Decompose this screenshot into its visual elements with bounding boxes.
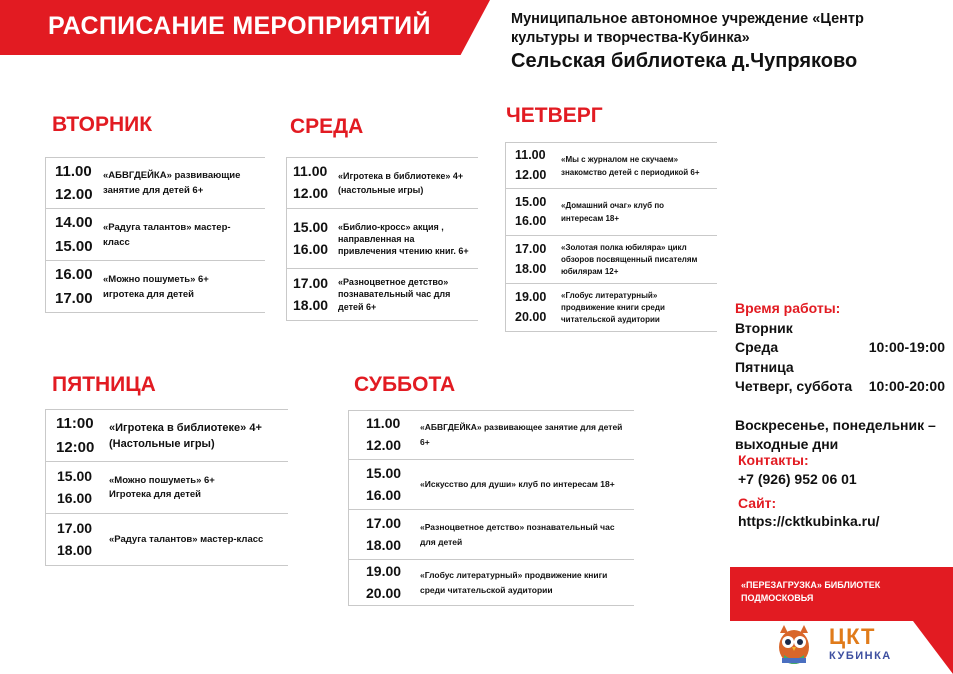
event-row [348,510,634,560]
event-row [505,236,717,284]
end-time: 12:00 [56,438,95,456]
end-time: 20.00 [515,309,547,324]
event-row [286,209,478,269]
event-row [505,284,717,332]
promo-banner [730,567,953,621]
start-time: 17.00 [293,274,329,291]
end-time: 18.00 [293,296,329,313]
event-description: «Можно пошуметь» 6+ Игротека для детей [109,474,215,500]
promo-line: ПОДМОСКОВЬЯ [741,592,814,603]
event-description: «Домашний очаг» клуб по интересам 18+ [561,201,665,223]
hours-line: Вторник [735,319,793,336]
schedule-saturday [348,410,634,606]
event-description: «Игротека в библиотеке» 4+ (настольные игры) [338,171,464,195]
event-row [505,142,717,189]
start-time: 15.00 [293,218,329,235]
event-description: «Радуга талантов» мастер-класс [103,221,231,248]
schedule-tuesday [45,157,265,313]
schedule-friday [45,409,288,566]
event-row [286,269,478,321]
event-description: «Библио-кросс» акция , направленная на привлечения чтению книг. 6+ [338,221,469,256]
event-row [45,409,288,462]
event-description: «Искусство для души» клуб по интересам 18+ [420,479,615,489]
end-time: 12.00 [515,167,547,182]
start-time: 11:00 [56,415,94,433]
end-time: 12.00 [366,437,402,453]
start-time: 16.00 [55,266,93,284]
logo-text: ЦКТ [829,624,876,649]
end-time: 18.00 [57,541,93,558]
start-time: 11.00 [515,148,546,163]
event-description: «Игротека в библиотеке» 4+ (Настольные игры) [109,421,262,450]
end-time: 17.00 [55,289,93,307]
schedule-wednesday [286,157,478,321]
event-row [348,460,634,510]
weekend-note: Воскресенье, понедельник – [735,416,936,433]
event-description: «Глобус литературный» продвижение книги среди читательской аудитории [420,569,608,595]
event-row [45,261,265,313]
start-time: 15.00 [57,467,93,484]
start-time: 17.00 [57,519,93,536]
page-title: РАСПИСАНИЕ МЕРОПРИЯТИЙ [48,12,431,40]
hours-time: 10:00-20:00 [868,378,945,394]
organization-name: Муниципальное автономное учреждение «Центр культуры и творчества-Кубинка» [511,11,864,46]
start-time: 14.00 [55,214,93,232]
hours-time: 10:00-19:00 [868,339,945,355]
event-description: «Разноцветное детство» познавательный час для детей 6+ [338,276,451,312]
event-description: «Разноцветное детство» познавательный час для детей [420,521,615,547]
start-time: 17.00 [515,242,547,257]
end-time: 20.00 [366,584,402,601]
event-description: «АБВГДЕЙКА» развивающие занятие для детей 6+ [103,170,241,196]
start-time: 19.00 [366,562,402,579]
start-time: 11.00 [366,415,401,432]
schedule-thursday [505,142,717,332]
end-time: 18.00 [366,536,402,553]
weekend-note: выходные дни [735,436,839,452]
event-description: «Глобус литературный» продвижение книги среди читательской аудитории [561,290,665,324]
event-description: «АБВГДЕЙКА» развивающее занятие для детей 6+ [420,422,623,447]
end-time: 16.00 [57,489,93,506]
end-time: 16.00 [293,240,329,257]
contacts-phone[interactable]: +7 (926) 952 06 01 [738,471,857,487]
promo-line: «ПЕРЕЗАГРУЗКА» БИБЛИОТЕК [741,580,881,590]
day-title-tuesday: ВТОРНИК [52,113,153,136]
day-title-saturday: СУББОТА [354,373,456,396]
start-time: 11.00 [293,163,328,180]
day-title-friday: ПЯТНИЦА [52,373,156,396]
hours-day: Среда [735,339,779,355]
end-time: 15.00 [55,237,93,255]
library-name: Сельская библиотека д.Чупряково [511,50,858,72]
working-hours-label: Время работы: [735,300,841,316]
event-row [348,560,634,606]
end-time: 12.00 [55,186,93,203]
start-time: 15.00 [366,464,402,481]
event-description: «Мы с журналом не скучаем» знакомство детей с периодикой 6+ [561,154,700,177]
event-row [45,462,288,514]
event-description: «Можно пошуметь» 6+ игротека для детей [103,273,209,300]
end-time: 16.00 [366,486,402,503]
start-time: 17.00 [366,514,402,531]
event-description: «Золотая полка юбиляра» цикл обзоров посвященный писателям юбилярам 12+ [561,242,698,276]
contacts-label: Контакты: [738,452,809,468]
end-time: 18.00 [515,261,547,276]
start-time: 11.00 [55,162,92,180]
site-label: Сайт: [738,495,777,511]
corner-decoration [913,621,953,674]
event-row [505,189,717,236]
start-time: 19.00 [515,290,547,305]
logo-subtitle: КУБИНКА [829,650,892,662]
day-title-thursday: ЧЕТВЕРГ [506,104,603,127]
event-description: «Радуга талантов» мастер-класс [109,533,264,545]
working-hours [735,299,945,455]
event-row [348,410,634,460]
event-row [45,514,288,566]
event-row [286,157,478,209]
event-row [45,157,265,209]
event-row [45,209,265,261]
day-title-wednesday: СРЕДА [290,115,364,138]
end-time: 12.00 [293,185,329,201]
site-link[interactable]: https://cktkubinka.ru/ [738,513,880,529]
hours-line: Пятница [735,358,794,375]
start-time: 15.00 [515,194,547,209]
hours-day: Четверг, суббота [735,378,853,394]
end-time: 16.00 [515,214,547,228]
